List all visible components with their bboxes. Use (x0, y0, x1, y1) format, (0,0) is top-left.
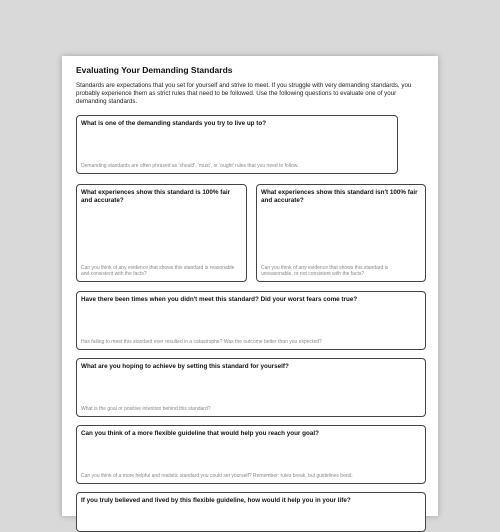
guideline-benefit-answer-box[interactable] (76, 492, 426, 532)
worksheet-page (62, 56, 438, 516)
question-label: Have there been times when you didn't meet this standard? Did your worst fears come true? (81, 296, 358, 303)
worksheet-intro: Standards are expectations that you set for yourself and strive to meet. If you struggle with very demanding standards, you probably experience them as strict rules that need to be followed. Use the following questions to evaluate one of your demanding standards. (76, 82, 412, 105)
hint-text: Demanding standards are often phrased as 'should', 'must', or 'ought' rules that you need to follow. (81, 162, 299, 169)
question-label: Can you think of a more flexible guideline that would help you reach your goal? (81, 430, 319, 437)
hint-text: Can you think of a more helpful and realistic standard you could set yourself? Remember: rules break, but guidelines bend. (81, 472, 353, 479)
hint-text: Can you think of any evidence that shows this standard is reasonable and consistent with the facts? (81, 264, 235, 277)
unmet-standard-answer-box[interactable] (76, 291, 426, 350)
hint-text: What is the goal or positive intention behind this standard? (81, 405, 211, 412)
standard-answer-box[interactable] (76, 115, 398, 174)
question-label: What experiences show this standard is 100% fair and accurate? (81, 189, 231, 204)
hint-text: Has failing to meet this standard ever resulted in a catastrophe? Was the outcome better than you expected? (81, 338, 322, 345)
goal-answer-box[interactable] (76, 358, 426, 417)
flexible-guideline-answer-box[interactable] (76, 425, 426, 484)
fair-evidence-answer-box[interactable] (76, 184, 247, 282)
hint-text: Can you think of any evidence that shows this standard is unreasonable, or not consistent with the facts? (261, 264, 389, 277)
unfair-evidence-answer-box[interactable] (256, 184, 426, 282)
question-label: What experiences show this standard isn't 100% fair and accurate? (261, 189, 418, 204)
worksheet-title: Evaluating Your Demanding Standards (76, 65, 233, 75)
question-label: If you truly believed and lived by this flexible guideline, how would it help you in your life? (81, 497, 351, 504)
question-label: What is one of the demanding standards you try to live up to? (81, 120, 267, 127)
question-label: What are you hoping to achieve by setting this standard for yourself? (81, 363, 289, 370)
